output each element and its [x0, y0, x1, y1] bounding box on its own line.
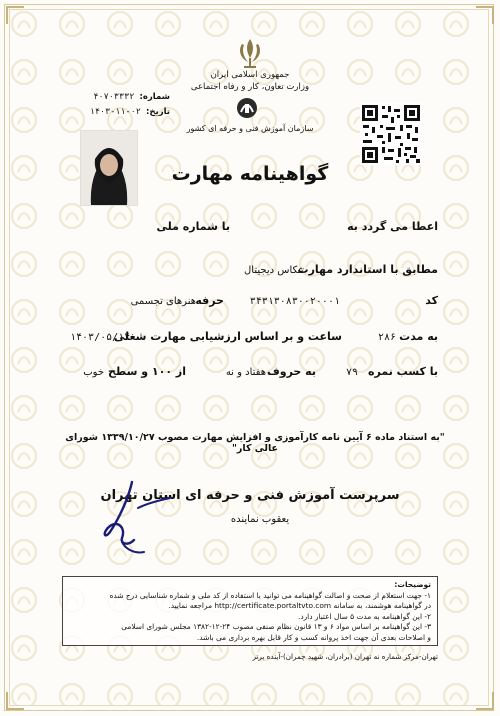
note-line: در گواهینامه هوشمند، به سامانه http://certificate.portaltvto.com مراجعه نمایید.	[168, 601, 431, 610]
national-id-label: با شماره ملی	[156, 220, 230, 233]
header-ministry: وزارت تعاون، کار و رفاه اجتماعی	[190, 82, 310, 92]
of-100-level-label: از ۱۰۰ و سطح	[107, 365, 186, 378]
corner-ornament	[6, 6, 24, 24]
notes-title: توضیحات:	[394, 580, 431, 589]
note-line: ۲- این گواهینامه به مدت ۵ سال اعتبار دارد.	[297, 611, 431, 621]
date-value: ۱۴۰۳-۱۱-۰۲	[89, 107, 141, 117]
evaluation-date: ۱۴۰۳/۰۵/۱۴	[70, 332, 131, 343]
hours-label: ساعت و بر اساس ارزشیابی مهارت شغلی	[113, 330, 342, 343]
level-value: خوب	[83, 367, 104, 378]
note-line: ۳- این گواهینامه بر اساس مواد ۶ و ۱۳ قانون نظام صنفی مصوب ۲۴-۱۲-۱۳۸۲ مجلس شورای اسلامی	[121, 622, 431, 631]
score-value: ۷۹	[345, 367, 358, 378]
standard-label: مطابق با استاندارد مهارت	[297, 263, 438, 276]
duration-label: به مدت	[399, 330, 438, 343]
in-letters-value: هفتاد و نه	[225, 367, 266, 378]
number-label: شماره:	[139, 92, 170, 102]
note-line: و اصلاحات بعدی آن جهت اخذ پروانه کسب و کار قابل بهره برداری می باشد.	[196, 632, 431, 642]
header-country: جمهوری اسلامی ایران	[210, 70, 290, 80]
certificate-title: گواهینامه مهارت	[171, 163, 329, 185]
qr-code	[360, 103, 422, 165]
granted-to-label: اعطا می گردد به	[347, 220, 438, 233]
handwritten-signature	[92, 480, 172, 560]
corner-ornament	[476, 6, 494, 24]
corner-ornament	[476, 692, 494, 710]
header-organization: سازمان آموزش فنی و حرفه ای کشور	[186, 124, 314, 133]
supervisor-title: سرپرست آموزش فنی و حرفه ای استان تهران	[100, 488, 400, 503]
note-line: ۱- جهت استعلام از صحت و اصالت گواهینامه می توانید با استفاده از کد ملی و شماره شناسایی درج شده	[109, 590, 431, 600]
score-label: با کسب نمره	[368, 365, 438, 378]
number-value: ۴۰۷۰۳۳۳۲	[93, 92, 135, 102]
date-label: تاریخ:	[146, 107, 170, 117]
code-label: کد	[425, 294, 438, 307]
duration-value: ۲۸۶	[377, 332, 396, 343]
notes-box	[62, 576, 438, 646]
certificate-date	[66, 99, 170, 118]
corner-ornament	[6, 692, 24, 710]
profession-label: حرفه	[195, 294, 224, 307]
decree-statement: "به استناد ماده ۶ آیین نامه کارآموزی و افزایش مهارت مصوب ۱۳۳۹/۱۰/۲۷ شورای عالی کار"	[65, 432, 445, 454]
code-value: ۳۴۳۱۳۰۸۳۰۰۲۰۰۰۱	[249, 296, 340, 307]
tvto-logo-icon	[232, 96, 262, 120]
issuer-address: تهران-مرکز شماره نه تهران (برادران، شهید چمران)-آینده برتر	[252, 652, 438, 661]
representative-name: یعقوب نماینده	[230, 514, 290, 525]
in-letters-label: به حروف	[266, 365, 316, 378]
profession-value: هنرهای تجسمی	[130, 296, 196, 307]
iran-emblem-icon	[232, 36, 268, 70]
standard-value: عکاس دیجیتال	[244, 265, 304, 276]
